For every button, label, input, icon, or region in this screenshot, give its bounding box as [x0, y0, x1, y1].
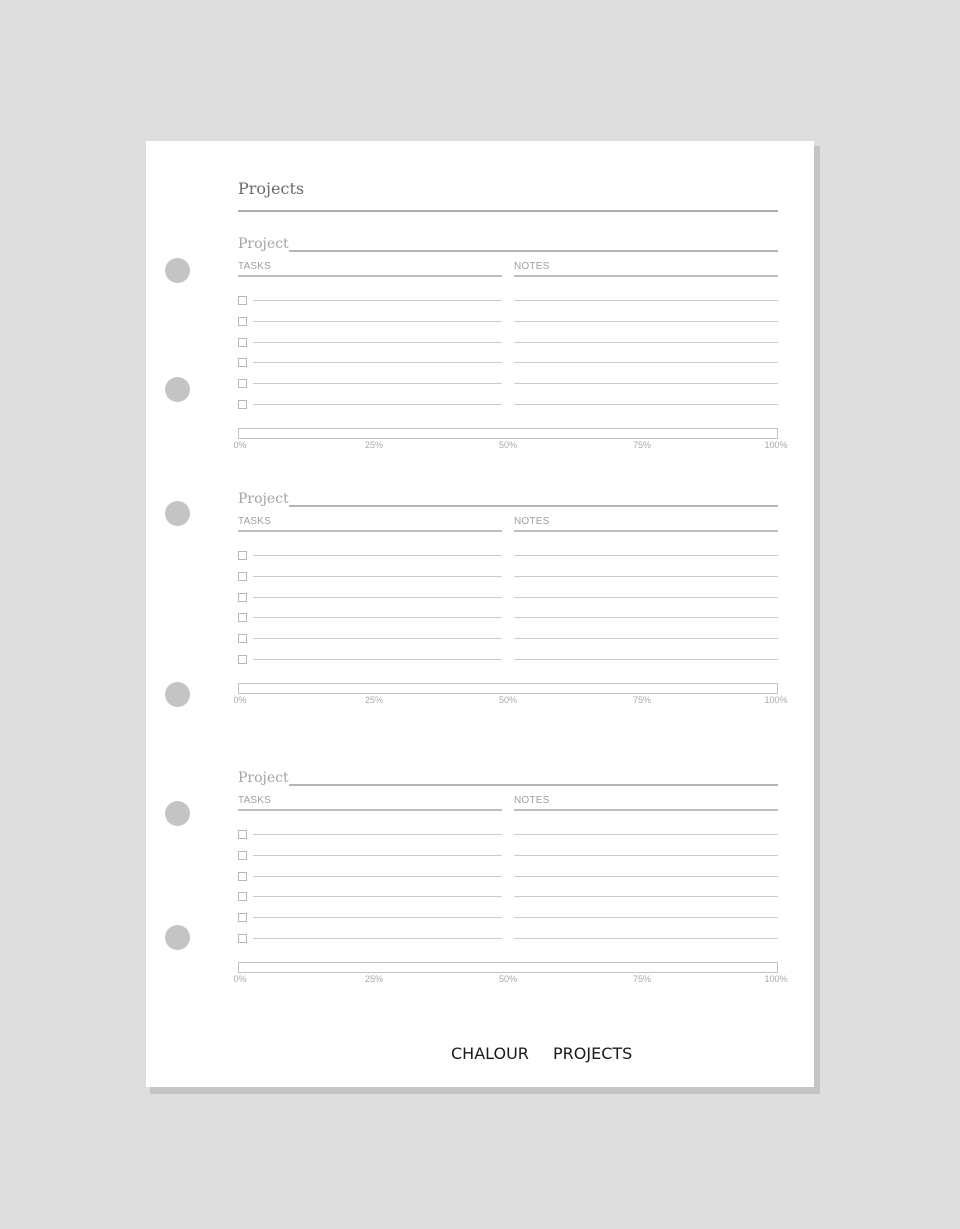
task-row — [238, 613, 502, 623]
task-line[interactable] — [253, 896, 502, 897]
checkbox-icon[interactable] — [238, 934, 247, 943]
note-line[interactable] — [514, 834, 778, 835]
punch-hole-icon — [165, 925, 190, 950]
progress-bar[interactable] — [238, 683, 778, 694]
task-row — [238, 913, 502, 923]
page-title: Projects — [238, 179, 305, 198]
task-line[interactable] — [253, 834, 502, 835]
task-row — [238, 892, 502, 902]
checkbox-icon[interactable] — [238, 872, 247, 881]
tasks-heading: TASKS — [238, 261, 272, 272]
task-line[interactable] — [253, 659, 502, 660]
checkbox-icon[interactable] — [238, 400, 247, 409]
note-line[interactable] — [514, 362, 778, 363]
notes-divider — [514, 530, 778, 532]
progress-tick-label: 75% — [632, 974, 652, 984]
project-name-line[interactable] — [289, 505, 778, 507]
task-row — [238, 338, 502, 348]
tasks-divider — [238, 530, 502, 532]
punch-hole-icon — [165, 682, 190, 707]
progress-tick-label: 50% — [498, 974, 518, 984]
punch-hole-icon — [165, 501, 190, 526]
progress-tick-label: 100% — [764, 695, 788, 705]
checkbox-icon[interactable] — [238, 613, 247, 622]
progress-tick-label: 100% — [764, 440, 788, 450]
tasks-heading: TASKS — [238, 795, 272, 806]
project-section — [233, 770, 788, 1004]
note-line[interactable] — [514, 638, 778, 639]
checkbox-icon[interactable] — [238, 296, 247, 305]
note-line[interactable] — [514, 855, 778, 856]
note-line[interactable] — [514, 576, 778, 577]
punch-hole-icon — [165, 377, 190, 402]
task-line[interactable] — [253, 300, 502, 301]
tasks-heading: TASKS — [238, 516, 272, 527]
progress-tick-label: 0% — [233, 695, 247, 705]
task-line[interactable] — [253, 638, 502, 639]
note-line[interactable] — [514, 876, 778, 877]
project-label: Project — [238, 236, 289, 252]
progress-tick-label: 0% — [233, 974, 247, 984]
project-name-line[interactable] — [289, 784, 778, 786]
checkbox-icon[interactable] — [238, 379, 247, 388]
note-line[interactable] — [514, 383, 778, 384]
note-line[interactable] — [514, 300, 778, 301]
tasks-divider — [238, 275, 502, 277]
progress-bar[interactable] — [238, 428, 778, 439]
notes-heading: NOTES — [514, 795, 550, 806]
notes-heading: NOTES — [514, 261, 550, 272]
project-name-line[interactable] — [289, 250, 778, 252]
task-line[interactable] — [253, 938, 502, 939]
task-row — [238, 551, 502, 561]
progress-tick-label: 25% — [364, 695, 384, 705]
checkbox-icon[interactable] — [238, 655, 247, 664]
note-line[interactable] — [514, 917, 778, 918]
notes-divider — [514, 809, 778, 811]
task-row — [238, 572, 502, 582]
note-line[interactable] — [514, 659, 778, 660]
task-line[interactable] — [253, 876, 502, 877]
task-row — [238, 593, 502, 603]
task-row — [238, 830, 502, 840]
progress-tick-label: 50% — [498, 440, 518, 450]
note-line[interactable] — [514, 342, 778, 343]
task-line[interactable] — [253, 555, 502, 556]
project-header — [238, 236, 778, 260]
footer-title: PROJECTS — [553, 1044, 633, 1063]
checkbox-icon[interactable] — [238, 634, 247, 643]
project-header — [238, 491, 778, 515]
task-row — [238, 317, 502, 327]
note-line[interactable] — [514, 896, 778, 897]
task-row — [238, 872, 502, 882]
checkbox-icon[interactable] — [238, 913, 247, 922]
task-line[interactable] — [253, 917, 502, 918]
task-row — [238, 379, 502, 389]
task-row — [238, 851, 502, 861]
note-line[interactable] — [514, 597, 778, 598]
note-line[interactable] — [514, 938, 778, 939]
progress-tick-label: 75% — [632, 440, 652, 450]
tasks-divider — [238, 809, 502, 811]
project-section — [233, 491, 788, 725]
task-line[interactable] — [253, 576, 502, 577]
note-line[interactable] — [514, 321, 778, 322]
task-line[interactable] — [253, 855, 502, 856]
task-row — [238, 655, 502, 665]
task-line[interactable] — [253, 597, 502, 598]
task-line[interactable] — [253, 383, 502, 384]
task-line[interactable] — [253, 404, 502, 405]
checkbox-icon[interactable] — [238, 851, 247, 860]
progress-tick-label: 50% — [498, 695, 518, 705]
punch-hole-icon — [165, 801, 190, 826]
title-divider — [238, 210, 778, 212]
note-line[interactable] — [514, 555, 778, 556]
notes-heading: NOTES — [514, 516, 550, 527]
task-row — [238, 296, 502, 306]
project-label: Project — [238, 770, 289, 786]
note-line[interactable] — [514, 404, 778, 405]
task-line[interactable] — [253, 362, 502, 363]
progress-bar[interactable] — [238, 962, 778, 973]
task-row — [238, 634, 502, 644]
checkbox-icon[interactable] — [238, 830, 247, 839]
checkbox-icon[interactable] — [238, 572, 247, 581]
checkbox-icon[interactable] — [238, 551, 247, 560]
task-row — [238, 934, 502, 944]
task-line[interactable] — [253, 342, 502, 343]
progress-tick-label: 100% — [764, 974, 788, 984]
task-row — [238, 358, 502, 368]
progress-tick-label: 75% — [632, 695, 652, 705]
checkbox-icon[interactable] — [238, 358, 247, 367]
progress-tick-label: 25% — [364, 440, 384, 450]
checkbox-icon[interactable] — [238, 317, 247, 326]
project-label: Project — [238, 491, 289, 507]
footer-brand: CHALOUR — [451, 1044, 529, 1063]
punch-hole-icon — [165, 258, 190, 283]
task-line[interactable] — [253, 617, 502, 618]
checkbox-icon[interactable] — [238, 892, 247, 901]
task-row — [238, 400, 502, 410]
project-header — [238, 770, 778, 794]
note-line[interactable] — [514, 617, 778, 618]
notes-divider — [514, 275, 778, 277]
progress-tick-label: 25% — [364, 974, 384, 984]
checkbox-icon[interactable] — [238, 338, 247, 347]
planner-page — [146, 141, 814, 1087]
project-section — [233, 236, 788, 470]
progress-tick-label: 0% — [233, 440, 247, 450]
task-line[interactable] — [253, 321, 502, 322]
checkbox-icon[interactable] — [238, 593, 247, 602]
